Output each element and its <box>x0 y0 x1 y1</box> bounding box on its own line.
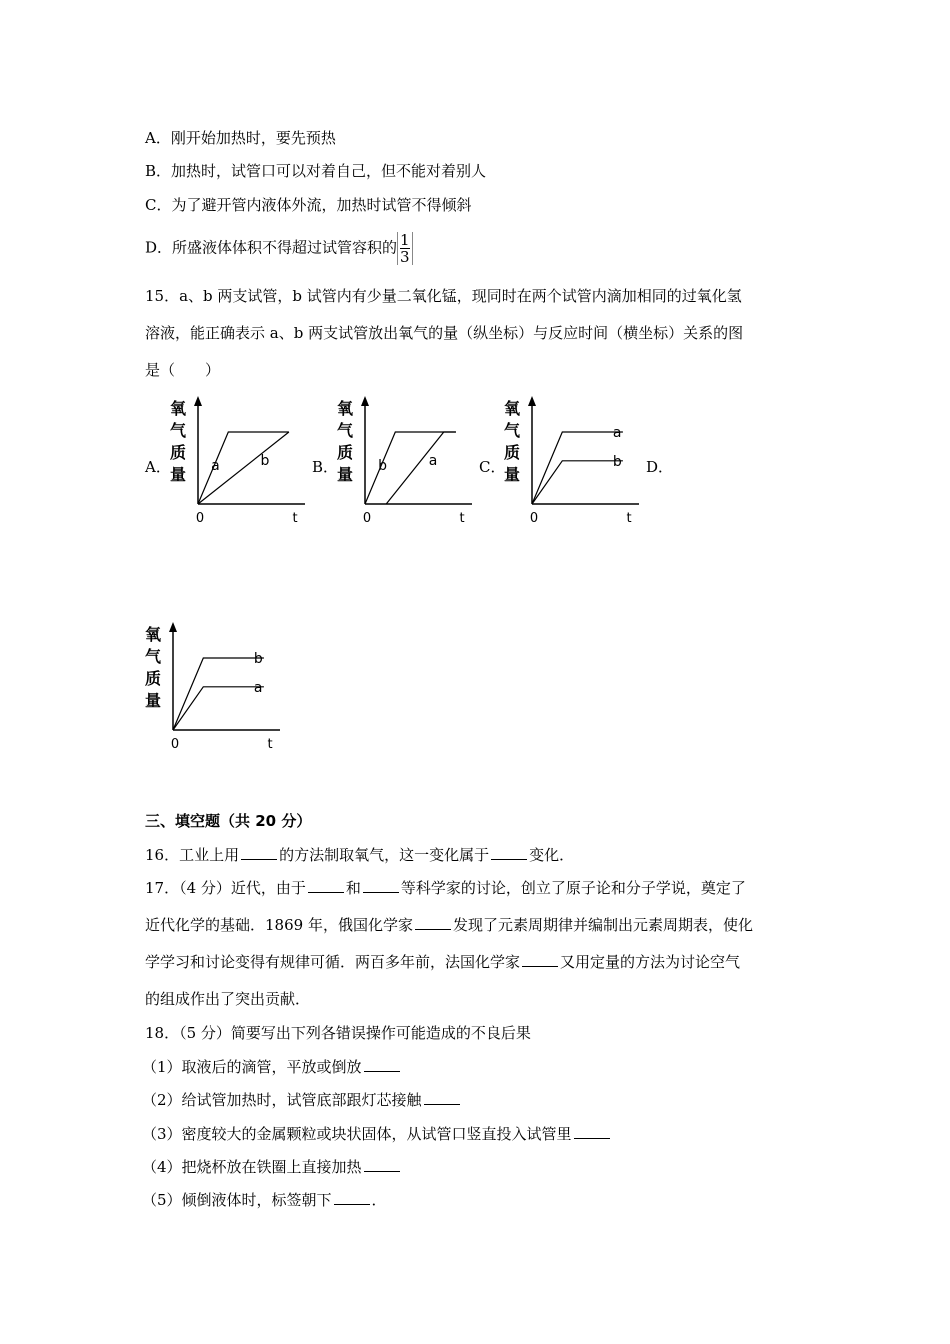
answer-blank[interactable] <box>424 1090 460 1105</box>
answer-blank[interactable] <box>574 1124 610 1139</box>
fraction-denominator: 3 <box>400 248 410 266</box>
q18-item-text: （1）取液后的滴管，平放或倒放 <box>142 1058 362 1076</box>
y-axis-label-char: 质 <box>144 669 162 688</box>
q16-part-3: 变化． <box>529 846 575 864</box>
answer-blank[interactable] <box>364 1157 400 1172</box>
origin-label: 0 <box>195 511 205 526</box>
series-label-a: a <box>612 425 622 441</box>
y-axis-label-char: 量 <box>503 465 521 484</box>
series-line-b <box>532 461 623 504</box>
y-axis-label-char: 氧 <box>169 399 187 418</box>
q18-head: 18．（5 分）简要写出下列各错误操作可能造成的不良后果 <box>145 1024 531 1042</box>
q18-item-tail: ． <box>371 1191 387 1209</box>
y-axis-label-char: 气 <box>336 421 354 440</box>
q17-text: 17．（4 分）近代，由于 <box>145 879 306 897</box>
series-label-b: b <box>260 452 270 469</box>
y-axis-label-char: 质 <box>503 443 521 462</box>
q16-part-2: 的方法制取氧气，这一变化属于 <box>279 846 490 864</box>
series-line-b <box>173 658 264 730</box>
answer-blank[interactable] <box>522 952 558 967</box>
y-axis-arrow-icon <box>169 622 177 632</box>
x-axis-label: t <box>626 511 632 526</box>
series-label-a: a <box>428 452 438 469</box>
q14-option-d <box>145 232 413 265</box>
series-line-a <box>173 687 264 730</box>
q17-line-1 <box>145 878 746 898</box>
answer-blank[interactable] <box>415 915 451 930</box>
y-axis-label-char: 氧 <box>336 399 354 418</box>
answer-blank[interactable] <box>364 1057 400 1072</box>
q16 <box>145 845 574 865</box>
q17-text: 又用定量的方法为讨论空气 <box>560 953 741 971</box>
q18-item-2 <box>142 1090 462 1110</box>
y-axis-label-char: 气 <box>144 647 162 666</box>
q18-item-4 <box>142 1157 402 1177</box>
q18-item-3 <box>142 1124 612 1144</box>
fraction-one-third <box>397 232 413 265</box>
q18-item-5 <box>142 1190 387 1210</box>
y-axis-label-char: 量 <box>169 465 187 484</box>
y-axis-label-char: 气 <box>169 421 187 440</box>
y-axis-label-char: 氧 <box>144 625 162 644</box>
series-line-a <box>532 432 623 504</box>
series-line-a <box>386 432 456 504</box>
q17-text: 近代化学的基础．1869 年，俄国化学家 <box>145 916 413 934</box>
answer-blank[interactable] <box>491 845 527 860</box>
q15-line-2: 溶液，能正确表示 a、b 两支试管放出氧气的量（纵坐标）与反应时间（横坐标）关系的图 <box>145 324 744 342</box>
q17-text: 和 <box>345 879 361 897</box>
y-axis-label-char: 量 <box>336 465 354 484</box>
q15-label-b: B． <box>312 458 339 476</box>
q16-part-1: 16．工业上用 <box>145 846 240 864</box>
origin-label: 0 <box>529 511 539 526</box>
graph-option-b <box>332 392 477 532</box>
q17-line-4: 的组成作出了突出贡献． <box>145 990 311 1008</box>
answer-blank[interactable] <box>334 1190 370 1205</box>
q18-item-1 <box>142 1057 402 1077</box>
q17-text: 学学习和讨论变得有规律可循．两百多年前，法国化学家 <box>145 953 521 971</box>
graph-option-c <box>499 392 644 532</box>
q14-option-c: C．为了避开管内液体外流，加热时试管不得倾斜 <box>145 196 472 214</box>
q17-text: 发现了元素周期律并编制出元素周期表，使化 <box>452 916 753 934</box>
q17-line-3 <box>145 952 740 972</box>
q18-item-text: （5）倾倒液体时，标签朝下 <box>142 1191 332 1209</box>
graph-option-d <box>140 618 285 758</box>
y-axis-label-char: 质 <box>169 443 187 462</box>
fraction-numerator: 1 <box>400 231 410 249</box>
q17-text: 等科学家的讨论，创立了原子论和分子学说，奠定了 <box>400 879 746 897</box>
x-axis-label: t <box>459 511 465 526</box>
series-label-a: a <box>211 458 220 474</box>
q15-label-c: C． <box>479 458 506 476</box>
q14-option-b: B．加热时，试管口可以对着自己，但不能对着别人 <box>145 162 487 180</box>
x-axis-label: t <box>292 511 298 526</box>
q15-line-3: 是（ ） <box>145 361 221 379</box>
y-axis-label-char: 气 <box>503 421 521 440</box>
y-axis-arrow-icon <box>361 396 369 406</box>
q15-line-1: 15．a、b 两支试管，b 试管内有少量二氧化锰，现同时在两个试管内滴加相同的过氧化氢 <box>145 287 742 305</box>
y-axis-arrow-icon <box>194 396 202 406</box>
answer-blank[interactable] <box>363 878 399 893</box>
y-axis-label-char: 氧 <box>503 399 521 418</box>
series-label-b: b <box>378 458 388 474</box>
y-axis-arrow-icon <box>528 396 536 406</box>
q18-item-text: （2）给试管加热时，试管底部跟灯芯接触 <box>142 1091 422 1109</box>
origin-label: 0 <box>362 511 372 526</box>
answer-blank[interactable] <box>241 845 277 860</box>
q15-label-d: D． <box>646 458 674 476</box>
answer-blank[interactable] <box>308 878 344 893</box>
series-label-b: b <box>253 651 263 667</box>
graph-option-a <box>165 392 310 532</box>
series-label-b: b <box>612 453 622 470</box>
x-axis-label: t <box>267 737 273 752</box>
q14-option-d-text: D．所盛液体体积不得超过试管容积的 <box>145 238 398 257</box>
series-label-a: a <box>253 679 263 696</box>
q14-option-a: A．刚开始加热时，要先预热 <box>145 129 336 147</box>
q15-label-a: A． <box>145 458 171 476</box>
q18-item-text: （4）把烧杯放在铁圈上直接加热 <box>142 1158 362 1176</box>
y-axis-label-char: 量 <box>144 691 162 710</box>
q17-line-2 <box>145 915 753 935</box>
section-3-title: 三、填空题（共 20 分） <box>145 812 312 830</box>
y-axis-label-char: 质 <box>336 443 354 462</box>
origin-label: 0 <box>170 737 180 752</box>
q18-item-text: （3）密度较大的金属颗粒或块状固体，从试管口竖直投入试管里 <box>142 1125 572 1143</box>
